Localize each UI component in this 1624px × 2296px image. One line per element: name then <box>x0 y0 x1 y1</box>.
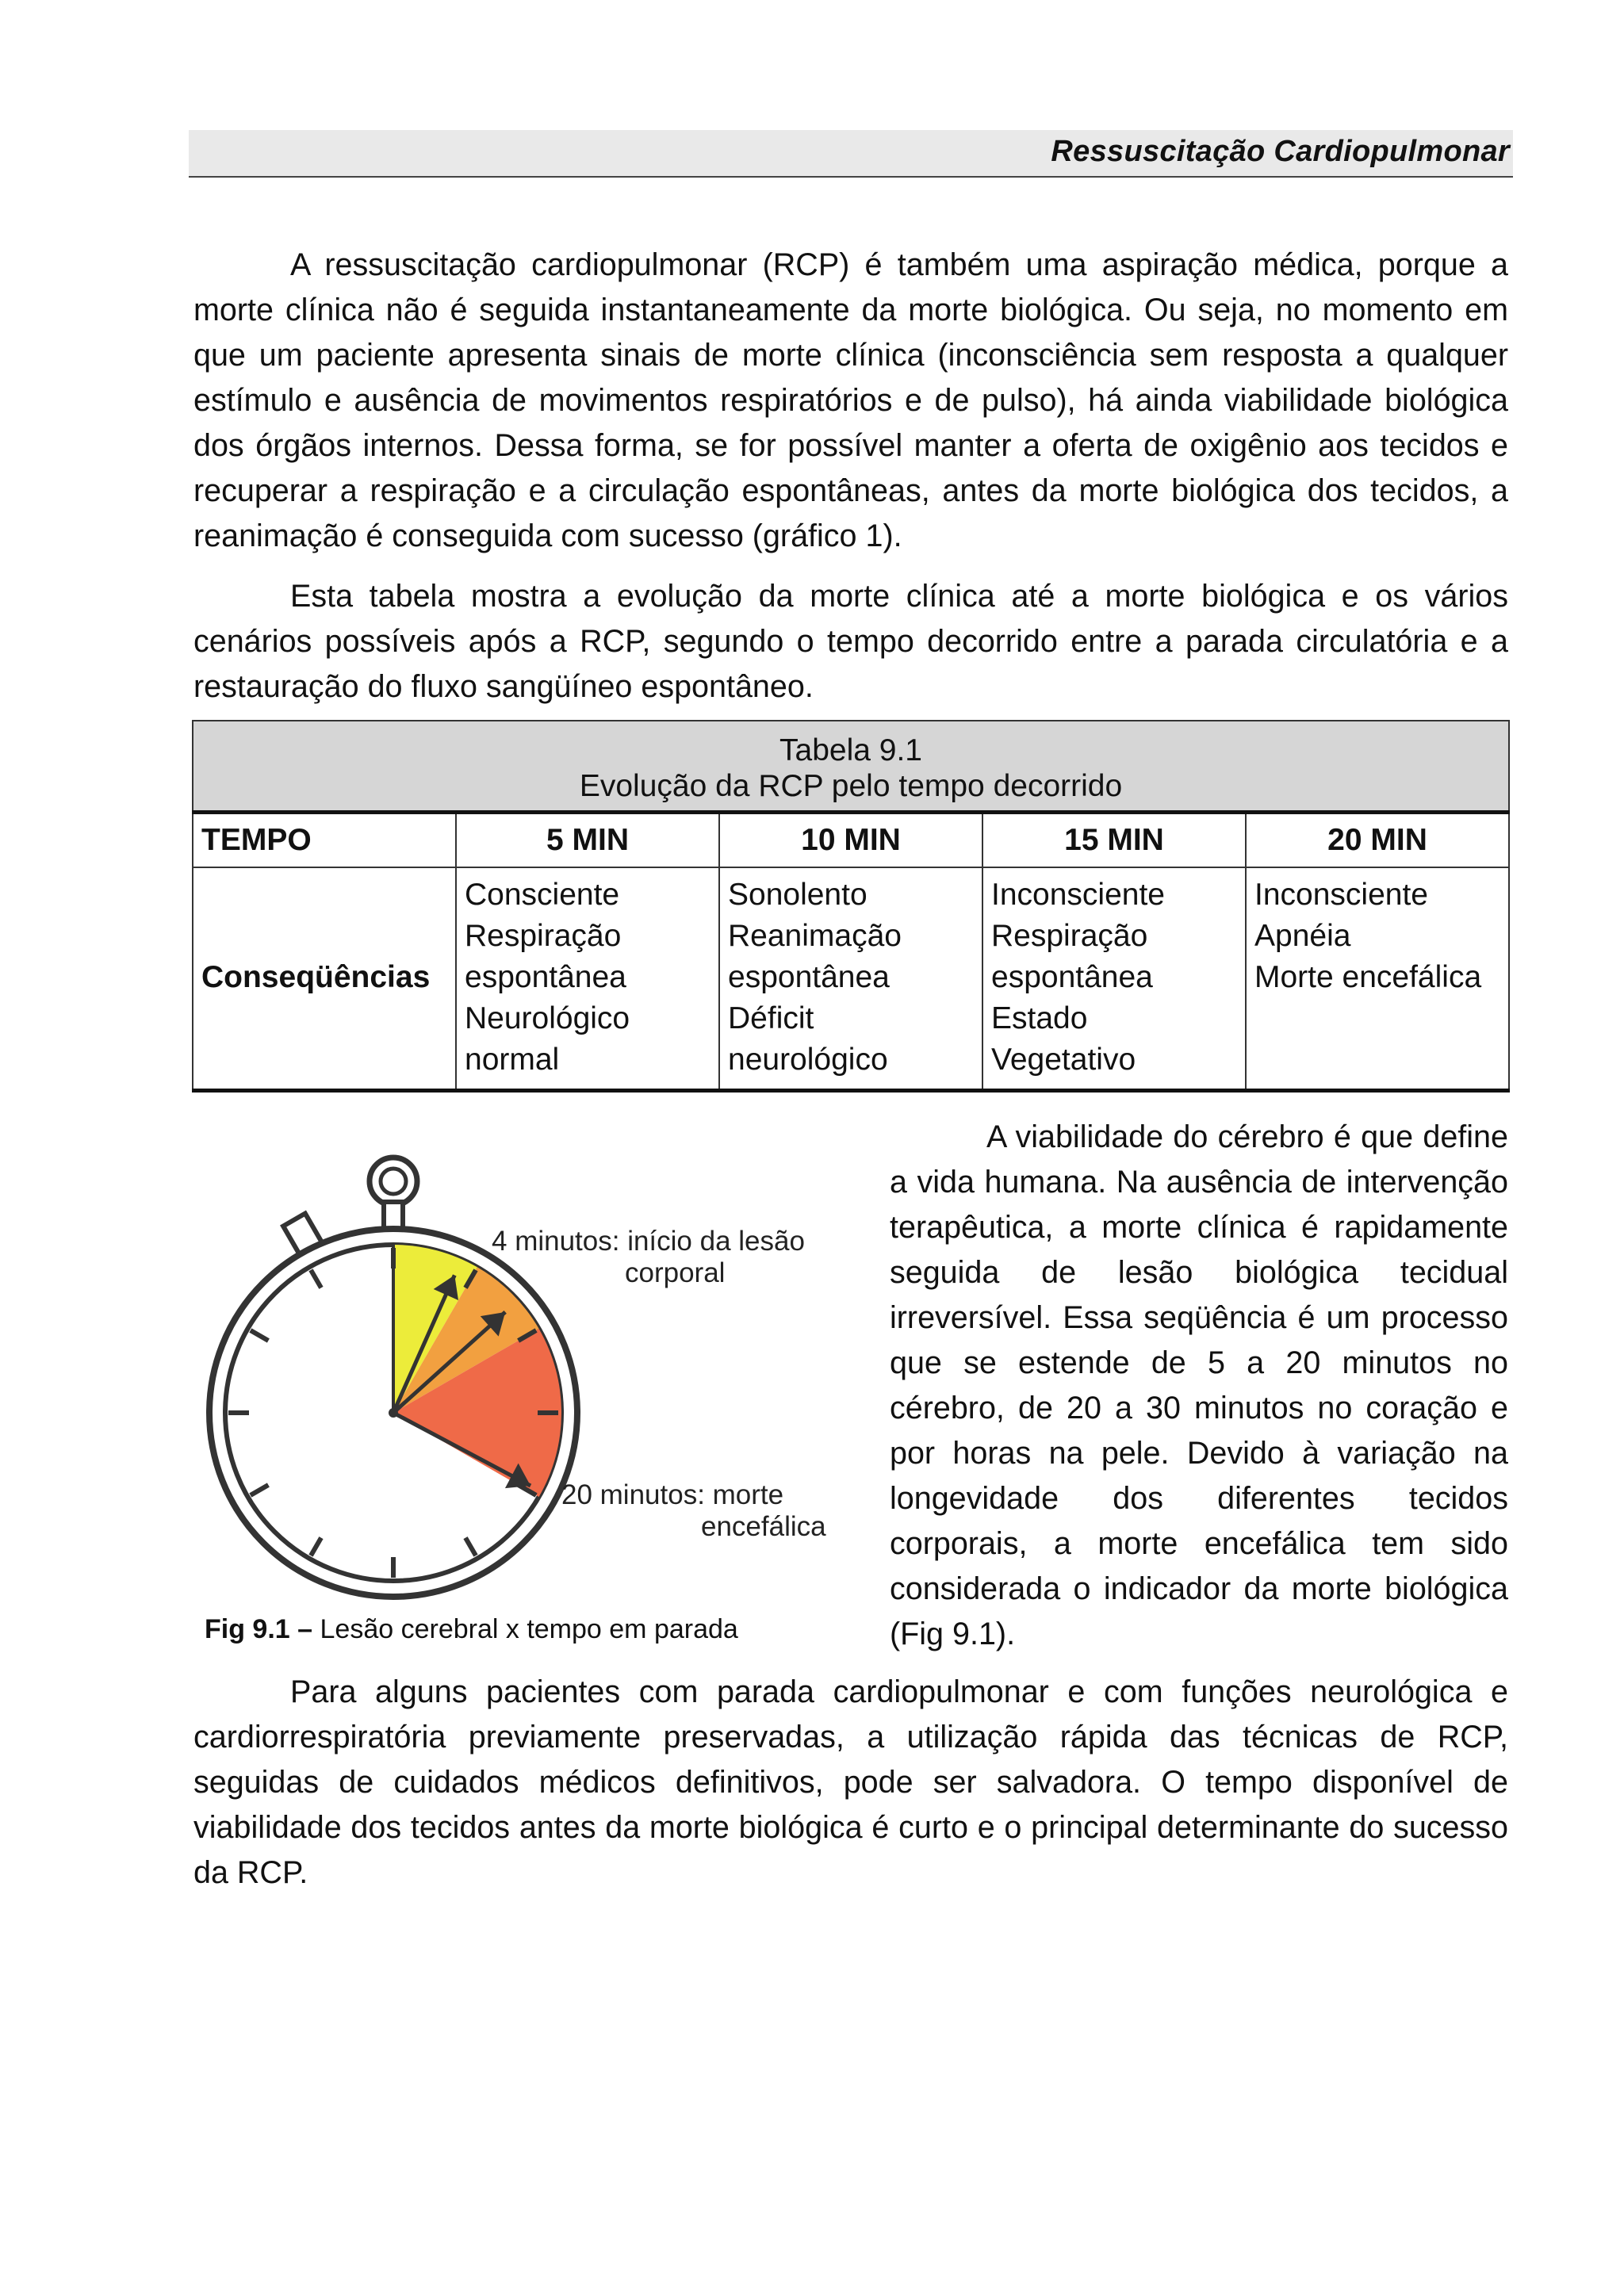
stopwatch-illustration <box>197 1134 855 1641</box>
column-header-20-min: 20 MIN <box>1246 813 1509 868</box>
cell-line: Respiração <box>465 919 622 953</box>
figure-caption <box>205 1614 738 1645</box>
cell-line: Inconsciente <box>1254 878 1428 912</box>
cell-line: espontânea <box>465 960 626 994</box>
row-header-consequencias: Conseqüências <box>193 867 456 1091</box>
cell-line: Vegetativo <box>991 1043 1136 1077</box>
table-caption-title: Evolução da RCP pelo tempo decorrido <box>579 769 1123 803</box>
cell-line: Apnéia <box>1254 919 1351 953</box>
header-title: Ressuscitação Cardiopulmonar <box>1051 135 1510 168</box>
cell-line: Respiração <box>991 919 1148 953</box>
cell-line: Sonolento <box>728 878 868 912</box>
figure-caption-text: Lesão cerebral x tempo em parada <box>312 1614 738 1644</box>
cell-line: Inconsciente <box>991 878 1165 912</box>
cell-line: normal <box>465 1043 560 1077</box>
stopwatch-center-pin <box>389 1408 398 1418</box>
table-cell-15-min <box>982 867 1246 1091</box>
cell-line: espontânea <box>728 960 890 994</box>
column-header-15-min: 15 MIN <box>982 813 1246 868</box>
table-caption-number: Tabela 9.1 <box>779 733 922 767</box>
figure-caption-number: Fig 9.1 – <box>205 1614 313 1644</box>
table-cell-20-min <box>1246 867 1509 1091</box>
cell-line: Morte encefálica <box>1254 960 1482 994</box>
rcp-table <box>192 720 1508 1093</box>
label-20-minutes-cont: encefálica <box>701 1511 826 1542</box>
cell-line: Neurológico <box>465 1001 630 1035</box>
stopwatch-crown-hole <box>381 1169 406 1194</box>
stopwatch-figure <box>197 1134 855 1641</box>
paragraph-brain-viability: A viabilidade do cérebro é que define a vida humana. Na ausência de intervenção terapêutica, a morte clínica é rapidamente seguida de lesão biológica tecidual irreversível. Essa seqüência é um processo que se estende de 5 a 20 minutos no cérebro, de 20 a 30 minutos no coração e por horas na pele. Devido à variação na longevidade dos diferentes tecidos corporais, a morte encefálica tem sido considerada o indicador da morte biológica (Fig 9.1). <box>890 1119 1508 1651</box>
label-4-minutes-cont: corporal <box>625 1257 726 1288</box>
column-header-5-min: 5 MIN <box>456 813 719 868</box>
cell-line: Consciente <box>465 878 620 912</box>
cell-line: espontânea <box>991 960 1153 994</box>
label-20-minutes: 20 minutos: morte <box>561 1479 784 1510</box>
label-4-minutes: 4 minutos: início da lesão <box>492 1226 805 1257</box>
cell-line: Reanimação <box>728 919 902 953</box>
table-row <box>193 867 1509 1091</box>
paragraph-conclusion: Para alguns pacientes com parada cardiopulmonar e com funções neurológica e cardiorrespiratória previamente preservadas, a utilização rápida das técnicas de RCP, seguidas de cuidados médicos definitivos, pode ser salvadora. O tempo disponível de viabilidade dos tecidos antes da morte biológica é curto e o principal determinante do sucesso da RCP. <box>193 1674 1508 1890</box>
cell-line: Déficit <box>728 1001 814 1035</box>
paragraph-intro: A ressuscitação cardiopulmonar (RCP) é também uma aspiração médica, porque a morte clínica não é seguida instantaneamente da morte biológica. Ou seja, no momento em que um paciente apresenta sinais de morte clínica (inconsciência sem resposta a qualquer estímulo e ausência de movimentos respiratórios e de pulso), há ainda viabilidade biológica dos órgãos internos. Dessa forma, se for possível manter a oferta de oxigênio aos tecidos e recuperar a respiração e a circulação espontâneas, antes da morte biológica dos tecidos, a reanimação é conseguida com sucesso (gráfico 1). <box>193 247 1508 553</box>
cell-line: neurológico <box>728 1043 888 1077</box>
running-header <box>189 130 1513 178</box>
table-header-row <box>193 813 1509 868</box>
table-cell-10-min <box>719 867 982 1091</box>
paragraph-table-intro: Esta tabela mostra a evolução da morte clínica até a morte biológica e os vários cenários possíveis após a RCP, segundo o tempo decorrido entre a parada circulatória e a restauração do fluxo sangüíneo espontâneo. <box>193 579 1508 704</box>
column-header-10-min: 10 MIN <box>719 813 982 868</box>
table-cell-5-min <box>456 867 719 1091</box>
column-header-tempo: TEMPO <box>193 813 456 868</box>
table-caption <box>193 721 1509 813</box>
cell-line: Estado <box>991 1001 1088 1035</box>
